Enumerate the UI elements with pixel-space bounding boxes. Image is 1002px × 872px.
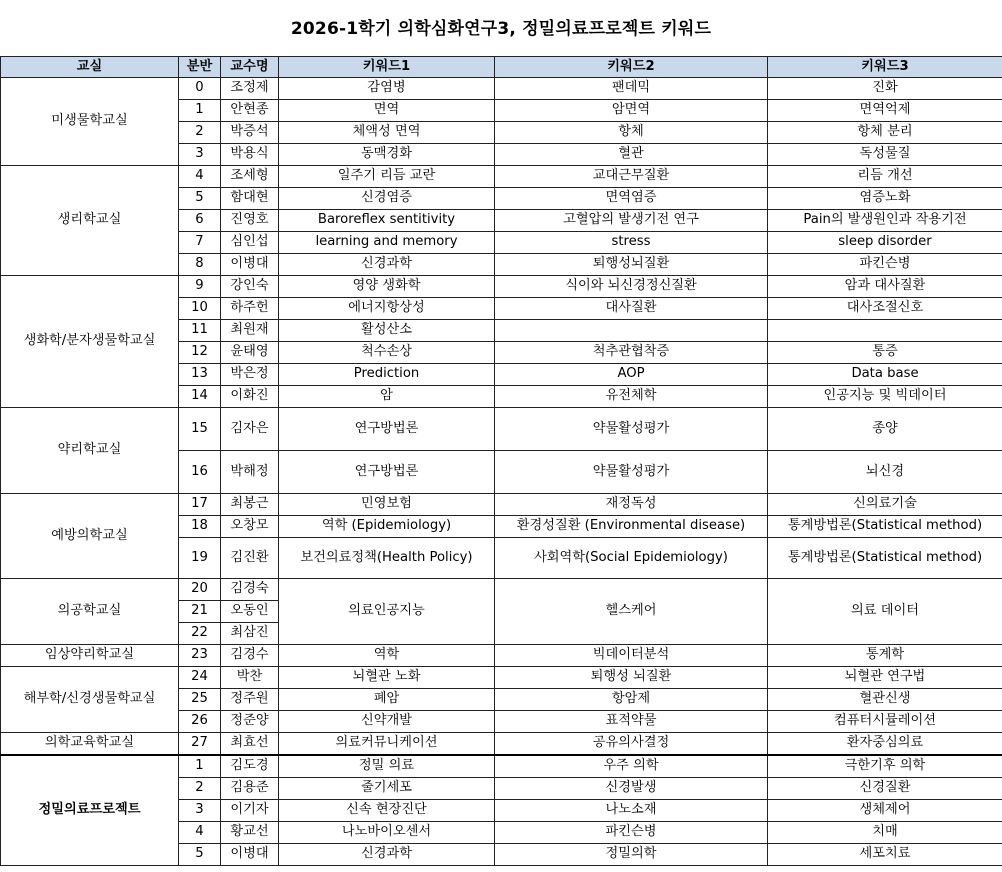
table-row [1,733,1002,756]
keyword3-cell: 통증 [768,342,1002,364]
keyword2-cell: 퇴행성뇌질환 [495,254,768,276]
professor-cell: 윤태영 [221,342,279,364]
keyword3-cell: 파킨슨병 [768,254,1002,276]
section-cell: 24 [179,667,221,689]
section-cell: 2 [179,122,221,144]
keyword3-cell: 생체제어 [768,800,1002,822]
keyword1-cell: 나노바이오센서 [279,822,495,844]
section-cell: 11 [179,320,221,342]
keyword1-cell: 신경과학 [279,844,495,866]
keyword2-cell: 혈관 [495,144,768,166]
section-cell: 4 [179,822,221,844]
section-cell: 8 [179,254,221,276]
keyword3-cell: 컴퓨터시뮬레이션 [768,711,1002,733]
keyword2-cell: 나노소재 [495,800,768,822]
professor-cell: 정준양 [221,711,279,733]
table-row [1,645,1002,667]
header-department: 교실 [1,57,179,78]
keyword2-cell: 우주 의학 [495,755,768,778]
department-name: 의공학교실 [1,579,179,645]
department-name: 약리학교실 [1,408,179,494]
section-cell: 5 [179,188,221,210]
keyword2-cell: 암면역 [495,100,768,122]
professor-cell: 안현종 [221,100,279,122]
keyword2-cell: 항암제 [495,689,768,711]
keyword2-cell: 헬스케어 [495,579,768,645]
keyword3-cell: 독성물질 [768,144,1002,166]
professor-cell: 김용준 [221,778,279,800]
section-cell: 23 [179,645,221,667]
keyword3-cell: Data base [768,364,1002,386]
professor-cell: 이병대 [221,254,279,276]
header-keyword2: 키워드2 [495,57,768,78]
professor-cell: 김진환 [221,538,279,579]
keyword2-cell: 고혈압의 발생기전 연구 [495,210,768,232]
section-cell: 10 [179,298,221,320]
keyword2-cell: 약물활성평가 [495,451,768,494]
keyword2-cell: 공유의사결정 [495,733,768,756]
table-row [1,166,1002,188]
table-row [1,755,1002,778]
section-cell: 21 [179,601,221,623]
professor-cell: 정주원 [221,689,279,711]
keyword3-cell: Pain의 발생원인과 작용기전 [768,210,1002,232]
section-cell: 1 [179,100,221,122]
keyword1-cell: 감염병 [279,78,495,100]
section-cell: 22 [179,623,221,645]
keyword1-cell: 줄기세포 [279,778,495,800]
section-cell: 3 [179,800,221,822]
table-row [1,579,1002,601]
keyword2-cell: 척추관협착증 [495,342,768,364]
section-cell: 17 [179,494,221,516]
section-cell: 4 [179,166,221,188]
keyword1-cell: 척수손상 [279,342,495,364]
keyword2-cell: AOP [495,364,768,386]
professor-cell: 이화진 [221,386,279,408]
keyword-table [0,56,1002,866]
professor-cell: 최효선 [221,733,279,756]
section-cell: 27 [179,733,221,756]
professor-cell: 김자은 [221,408,279,451]
professor-cell: 최원재 [221,320,279,342]
keyword3-cell: 의료 데이터 [768,579,1002,645]
keyword3-cell [768,320,1002,342]
header-row [1,57,1002,78]
professor-cell: 하주헌 [221,298,279,320]
keyword1-cell: Baroreflex sentitivity [279,210,495,232]
professor-cell: 이기자 [221,800,279,822]
keyword1-cell: 신속 현장진단 [279,800,495,822]
keyword1-cell: 폐암 [279,689,495,711]
keyword1-cell: 의료커뮤니케이션 [279,733,495,756]
keyword3-cell: 대사조절신호 [768,298,1002,320]
professor-cell: 함대현 [221,188,279,210]
keyword3-cell: 뇌혈관 연구법 [768,667,1002,689]
keyword3-cell: 통계방법론(Statistical method) [768,538,1002,579]
keyword1-cell: 연구방법론 [279,408,495,451]
keyword1-cell: 민영보험 [279,494,495,516]
professor-cell: 오창모 [221,516,279,538]
department-name: 해부학/신경생물학교실 [1,667,179,733]
table-row [1,78,1002,100]
section-cell: 16 [179,451,221,494]
department-name: 미생물학교실 [1,78,179,166]
keyword3-cell: 극한기후 의학 [768,755,1002,778]
keyword3-cell: 환자중심의료 [768,733,1002,756]
keyword3-cell: 암과 대사질환 [768,276,1002,298]
keyword1-cell: 면역 [279,100,495,122]
keyword2-cell: 재정독성 [495,494,768,516]
section-cell: 15 [179,408,221,451]
keyword2-cell: 빅데이터분석 [495,645,768,667]
keyword2-cell: 대사질환 [495,298,768,320]
keyword2-cell: 교대근무질환 [495,166,768,188]
keyword2-cell: 퇴행성 뇌질환 [495,667,768,689]
header-professor: 교수명 [221,57,279,78]
professor-cell: 김경수 [221,645,279,667]
section-cell: 12 [179,342,221,364]
keyword1-cell: 보건의료정책(Health Policy) [279,538,495,579]
header-keyword3: 키워드3 [768,57,1002,78]
professor-cell: 이병대 [221,844,279,866]
professor-cell: 최삼진 [221,623,279,645]
department-name: 정밀의료프로젝트 [1,755,179,866]
section-cell: 7 [179,232,221,254]
table-row [1,408,1002,451]
header-section: 분반 [179,57,221,78]
professor-cell: 강인숙 [221,276,279,298]
keyword2-cell: 항체 [495,122,768,144]
keyword1-cell: 역학 [279,645,495,667]
section-cell: 1 [179,755,221,778]
keyword2-cell: 표적약물 [495,711,768,733]
keyword1-cell: 의료인공지능 [279,579,495,645]
keyword2-cell: 신경발생 [495,778,768,800]
professor-cell: 김도경 [221,755,279,778]
keyword1-cell: 체액성 면역 [279,122,495,144]
keyword1-cell: 암 [279,386,495,408]
header-keyword1: 키워드1 [279,57,495,78]
keyword2-cell: 유전체학 [495,386,768,408]
table-row [1,667,1002,689]
keyword2-cell: 약물활성평가 [495,408,768,451]
keyword1-cell: learning and memory [279,232,495,254]
keyword3-cell: 인공지능 및 빅데이터 [768,386,1002,408]
keyword2-cell: 환경성질환 (Environmental disease) [495,516,768,538]
keyword1-cell: 동맥경화 [279,144,495,166]
keyword2-cell: 사회역학(Social Epidemiology) [495,538,768,579]
keyword3-cell: 혈관신생 [768,689,1002,711]
keyword3-cell: 통계방법론(Statistical method) [768,516,1002,538]
keyword1-cell: 활성산소 [279,320,495,342]
professor-cell: 심인섭 [221,232,279,254]
keyword3-cell: 종양 [768,408,1002,451]
professor-cell: 최봉근 [221,494,279,516]
keyword1-cell: 정밀 의료 [279,755,495,778]
professor-cell: 조정제 [221,78,279,100]
keyword1-cell: 역학 (Epidemiology) [279,516,495,538]
professor-cell: 오동인 [221,601,279,623]
keyword2-cell: 정밀의학 [495,844,768,866]
keyword1-cell: 신약개발 [279,711,495,733]
professor-cell: 박증석 [221,122,279,144]
department-name: 생리학교실 [1,166,179,276]
section-cell: 25 [179,689,221,711]
keyword3-cell: sleep disorder [768,232,1002,254]
professor-cell: 진영호 [221,210,279,232]
keyword3-cell: 리듬 개선 [768,166,1002,188]
keyword1-cell: 신경염증 [279,188,495,210]
table-row [1,494,1002,516]
section-cell: 14 [179,386,221,408]
section-cell: 3 [179,144,221,166]
keyword3-cell: 항체 분리 [768,122,1002,144]
professor-cell: 박찬 [221,667,279,689]
professor-cell: 박해정 [221,451,279,494]
section-cell: 20 [179,579,221,601]
keyword2-cell: 파킨슨병 [495,822,768,844]
keyword1-cell: 일주기 리듬 교란 [279,166,495,188]
keyword3-cell: 통계학 [768,645,1002,667]
keyword1-cell: 영양 생화학 [279,276,495,298]
keyword3-cell: 진화 [768,78,1002,100]
section-cell: 19 [179,538,221,579]
section-cell: 5 [179,844,221,866]
professor-cell: 조세형 [221,166,279,188]
section-cell: 18 [179,516,221,538]
section-cell: 2 [179,778,221,800]
keyword2-cell: 면역염증 [495,188,768,210]
keyword3-cell: 염증노화 [768,188,1002,210]
keyword3-cell: 면역억제 [768,100,1002,122]
section-cell: 26 [179,711,221,733]
department-name: 예방의학교실 [1,494,179,579]
keyword2-cell [495,320,768,342]
keyword3-cell: 신의료기술 [768,494,1002,516]
page-title: 2026-1학기 의학심화연구3, 정밀의료프로젝트 키워드 [290,18,712,39]
professor-cell: 박용식 [221,144,279,166]
table-body [1,78,1002,866]
section-cell: 6 [179,210,221,232]
professor-cell: 황교선 [221,822,279,844]
keyword1-cell: 에너지항상성 [279,298,495,320]
table-row [1,276,1002,298]
keyword3-cell: 신경질환 [768,778,1002,800]
keyword2-cell: 식이와 뇌신경정신질환 [495,276,768,298]
keyword2-cell: stress [495,232,768,254]
keyword1-cell: Prediction [279,364,495,386]
keyword3-cell: 치매 [768,822,1002,844]
professor-cell: 박은정 [221,364,279,386]
section-cell: 0 [179,78,221,100]
keyword3-cell: 뇌신경 [768,451,1002,494]
section-cell: 9 [179,276,221,298]
keyword1-cell: 신경과학 [279,254,495,276]
keyword1-cell: 연구방법론 [279,451,495,494]
department-name: 의학교육학교실 [1,733,179,756]
department-name: 임상약리학교실 [1,645,179,667]
department-name: 생화학/분자생물학교실 [1,276,179,408]
keyword3-cell: 세포치료 [768,844,1002,866]
keyword2-cell: 팬데믹 [495,78,768,100]
section-cell: 13 [179,364,221,386]
keyword1-cell: 뇌혈관 노화 [279,667,495,689]
professor-cell: 김경숙 [221,579,279,601]
